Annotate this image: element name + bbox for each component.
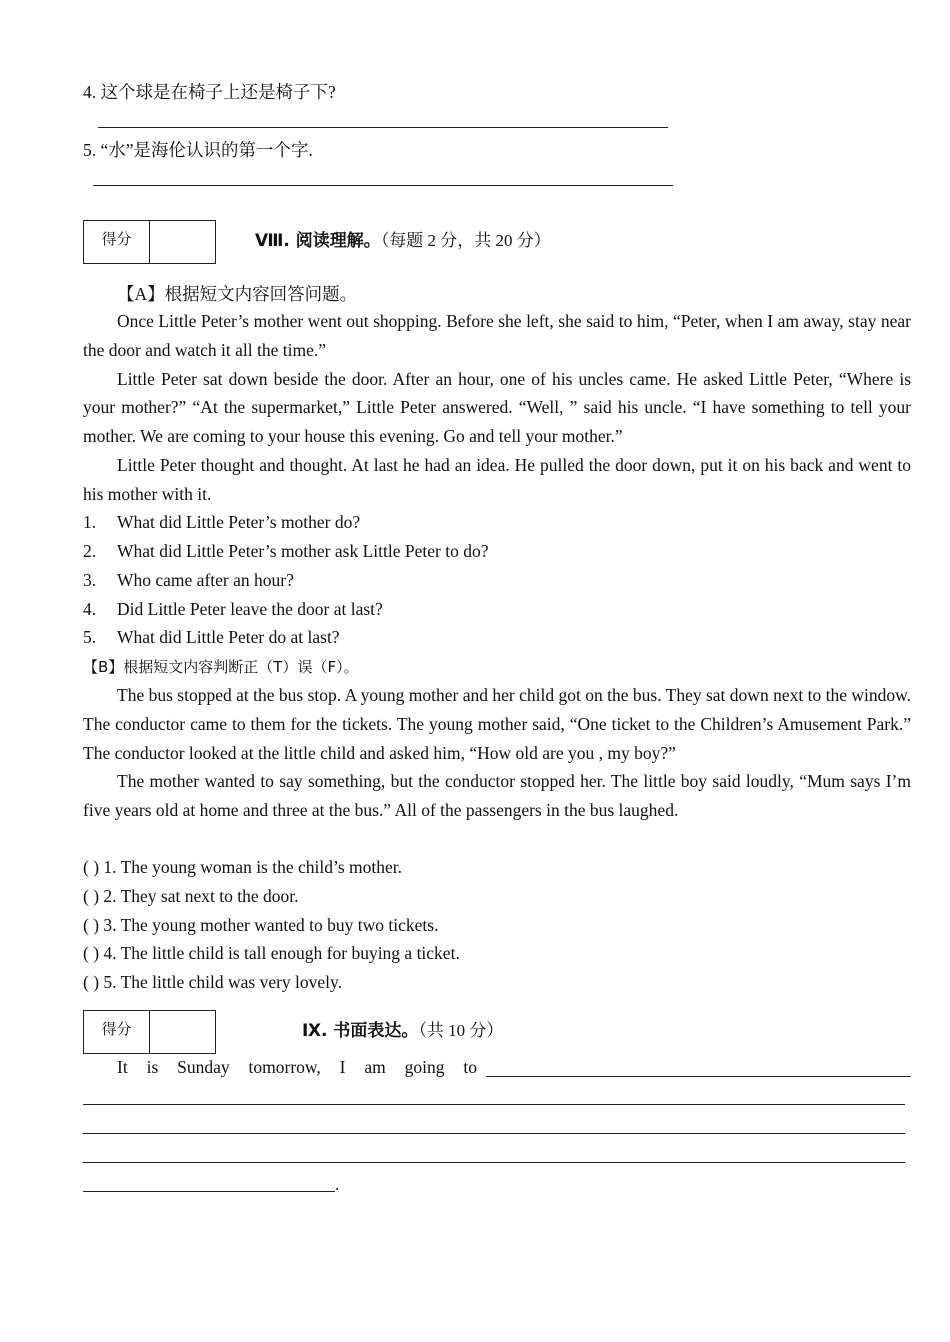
prompt-word: I [339, 1057, 346, 1077]
prompt-word: to [463, 1057, 477, 1077]
paragraph-text: The mother wanted to say something, but the conductor stopped her. The little boy said loudly, “Mum says I’m five years old at home and three at the bus.” All of the passengers in the bus laughed. [83, 771, 911, 821]
writing-line[interactable] [83, 1191, 335, 1192]
question-number: 4. [83, 599, 97, 619]
paragraph [83, 767, 911, 825]
answer-line [93, 185, 673, 186]
section-heading: Ⅸ. 书面表达。 [302, 1021, 419, 1041]
true-false-statement: ( ) 4. The little child is tall enough for buying a ticket. [83, 943, 460, 963]
true-false-statement: ( ) 5. The little child was very lovely. [83, 972, 343, 992]
writing-line[interactable] [83, 1162, 905, 1163]
question-text: Who came after an hour? [117, 570, 294, 590]
translation-question-5: 5. “水”是海伦认识的第一个字. [83, 140, 313, 160]
prompt-word: going [404, 1057, 445, 1077]
true-false-statement: ( ) 3. The young mother wanted to buy two tickets. [83, 915, 439, 935]
prompt-word: Sunday [177, 1057, 230, 1077]
question-item [83, 566, 294, 595]
question-number: 3. [83, 570, 97, 590]
part-b-instruction: 【B】根据短文内容判断正（T）误（F）。 [83, 658, 359, 676]
question-number: 1. [83, 512, 97, 532]
score-label: 得分 [84, 221, 150, 263]
part-a-instruction: 【A】根据短文内容回答问题。 [117, 284, 358, 304]
section-title [255, 226, 551, 251]
prompt-word: tomorrow, [248, 1057, 321, 1077]
question-item [83, 508, 360, 537]
score-box [83, 220, 216, 264]
section-note: （每题 2 分，共 20 分） [380, 231, 551, 250]
question-number: 2. [83, 541, 97, 561]
question-text: What did Little Peter’s mother do? [117, 512, 361, 532]
question-text: Did Little Peter leave the door at last? [117, 599, 383, 619]
paragraph [83, 307, 911, 365]
true-false-statement: ( ) 1. The young woman is the child’s mother. [83, 857, 403, 877]
question-item [83, 537, 488, 566]
end-period: . [335, 1174, 340, 1194]
writing-line[interactable] [83, 1133, 905, 1134]
paragraph-text: Once Little Peter’s mother went out shopping. Before she left, she said to him, “Peter, when I am away, stay near the door and watch it all the time.” [83, 311, 911, 360]
question-item [83, 623, 340, 652]
true-false-statement: ( ) 2. They sat next to the door. [83, 886, 299, 906]
question-text: What did Little Peter’s mother ask Little Peter to do? [117, 541, 489, 561]
section-title [302, 1016, 503, 1041]
section-heading: Ⅷ. 阅读理解。 [255, 231, 381, 251]
paragraph [83, 365, 911, 451]
paragraph-text: Little Peter thought and thought. At last he had an idea. He pulled the door down, put it on his back and went to his mother with it. [83, 454, 911, 504]
question-item [83, 595, 383, 624]
section-note: （共 10 分） [418, 1021, 504, 1040]
score-box [83, 1010, 216, 1054]
answer-line [98, 127, 668, 128]
score-label: 得分 [84, 1011, 150, 1053]
translation-question-4: 4. 这个球是在椅子上还是椅子下? [83, 82, 336, 102]
prompt-word: is [146, 1057, 159, 1077]
writing-line[interactable] [486, 1076, 911, 1077]
prompt-word: It [117, 1057, 128, 1077]
prompt-word: am [364, 1057, 386, 1077]
writing-line[interactable] [83, 1104, 905, 1105]
paragraph-text: The bus stopped at the bus stop. A young mother and her child got on the bus. They sat down next to the window. The conductor came to them for the tickets. The young mother said, “One ticket to the Children’s Amusement Park.” The conductor looked at the little child and asked him, “How old are you , my boy?” [83, 685, 911, 763]
writing-prompt [117, 1057, 477, 1078]
paragraph-text: Little Peter sat down beside the door. After an hour, one of his uncles came. He asked Little Peter, “Where is your mother?” “At the supermarket,” Little Peter answered. “Well, ” said his uncle. “I have something to tell your mother. We are coming to your house this evening. Go and tell your mother.” [83, 368, 911, 447]
paragraph [83, 681, 911, 767]
question-text: What did Little Peter do at last? [117, 627, 340, 647]
part-b-passage [83, 681, 911, 825]
part-a-passage [83, 307, 911, 509]
question-number: 5. [83, 627, 97, 647]
paragraph [83, 451, 911, 509]
